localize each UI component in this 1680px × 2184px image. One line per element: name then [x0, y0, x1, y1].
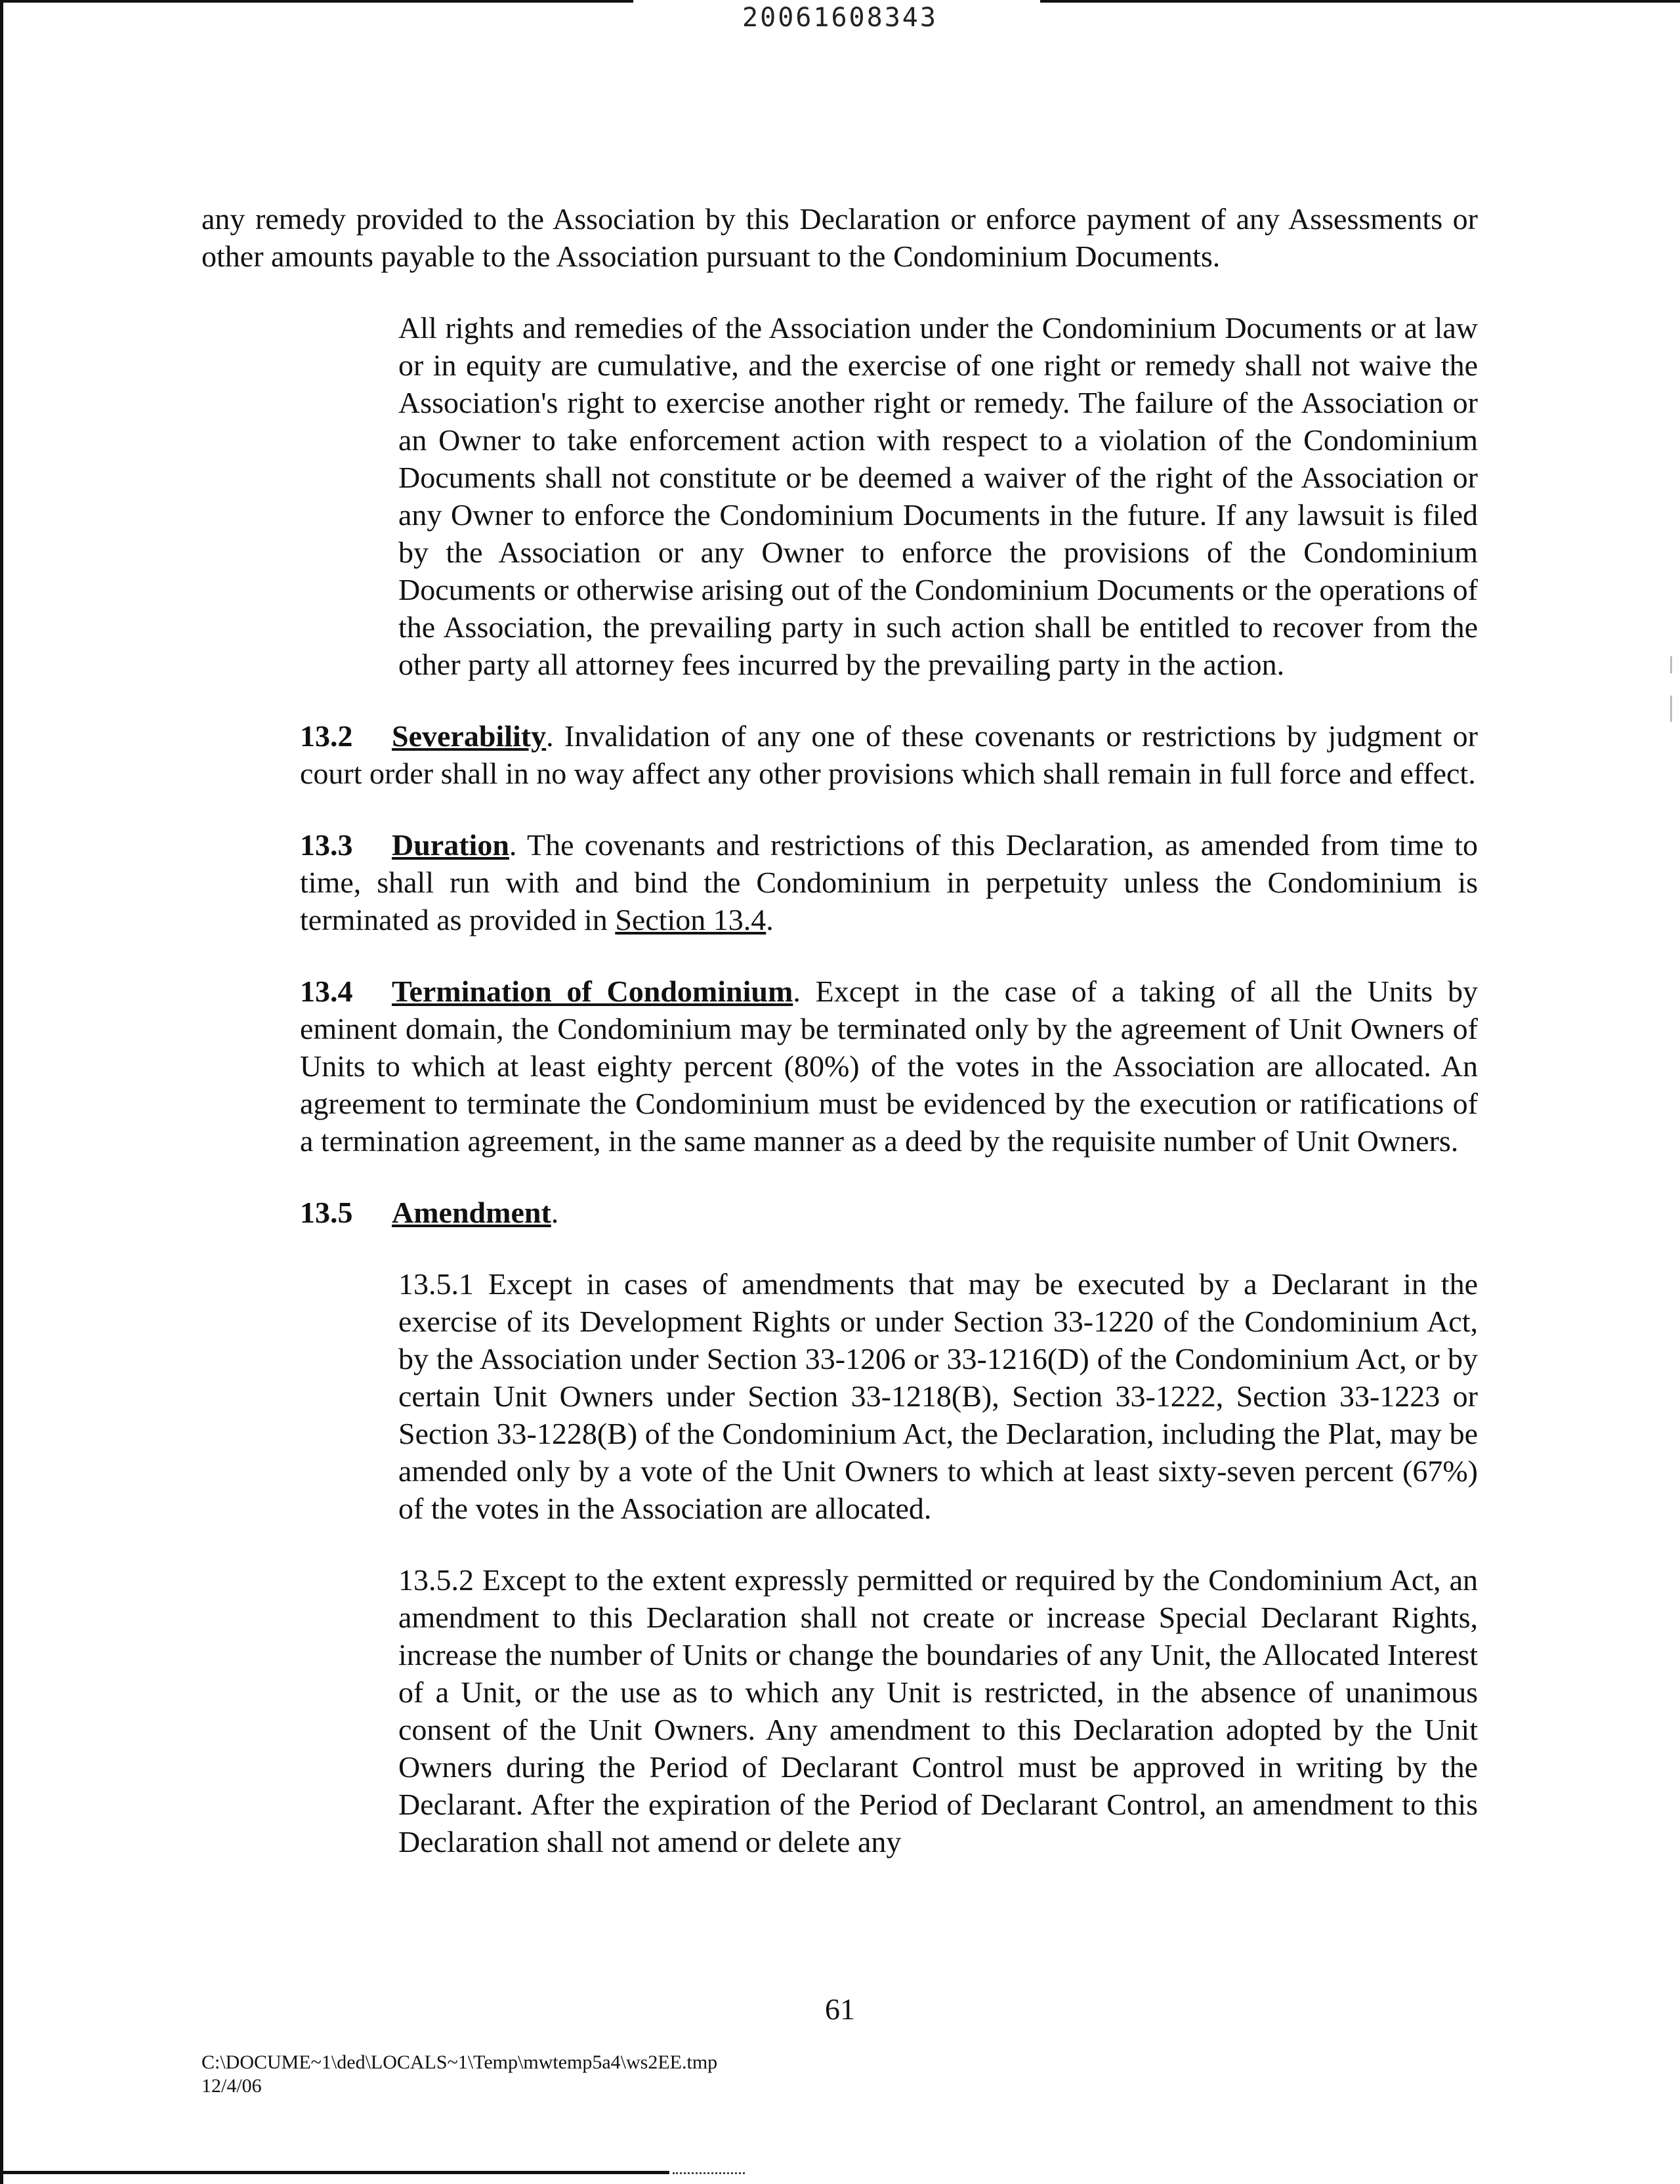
scan-border-bottom — [0, 2171, 669, 2174]
footer-date: 12/4/06 — [201, 2075, 262, 2097]
paragraph-continuation: any remedy provided to the Association by this Declaration or enforce payment of any Assessments or other amounts payable to the Association pursuant to the Condominium Documents. — [201, 202, 1478, 273]
document-number: 20061608343 — [742, 3, 938, 33]
section-number: 13.5 — [300, 1196, 353, 1229]
scan-edge-mark — [1670, 696, 1672, 722]
section-title: Duration — [392, 828, 509, 862]
section-number: 13.3 — [300, 828, 353, 862]
page-number: 61 — [825, 1992, 855, 2026]
section-number: 13.2 — [300, 719, 353, 753]
section-13-5 — [201, 1194, 1478, 1231]
subsection-13-5-1: 13.5.1 Except in cases of amendments that may be executed by a Declarant in the exercise of its Development Rights or under Section 33-1220 of the Condominium Act, by the Association under Section 33-1206 or 33-1216(D) of the Condominium Act, or by certain Unit Owners under Section 33-1218(B), Section 33-1222, Section 33-1223 or Section 33-1228(B) of the Condominium Act, the Declaration, including the Plat, may be amended only by a vote of the Unit Owners to which at least sixty-seven percent (67%) of the votes in the Association are allocated. — [398, 1267, 1478, 1525]
section-text: . Except in the case of a taking of all the Units by eminent domain, the Condominium may be terminated only by the agreement of Unit Owners of Units to which at least eighty percent (80%) of the votes in the Association are allocated. An agreement to terminate the Condominium must be evidenced by the execution or ratifications of a termination agreement, in the same manner as a deed by the requisite number of Unit Owners. — [300, 975, 1478, 1158]
section-cross-reference: Section 13.4 — [615, 903, 766, 936]
section-text: . The covenants and restrictions of this Declaration, as amended from time to time, shall run with and bind the Condominium in perpetuity unless the Condominium is terminated as provided in — [300, 828, 1478, 936]
section-13-2 — [201, 717, 1478, 792]
section-text-tail: . — [766, 903, 774, 936]
subsection-13-5-2: 13.5.2 Except to the extent expressly permitted or required by the Condominium Act, an amendment to this Declaration shall not create or increase Special Declarant Rights, increase the number of Units or change the boundaries of any Unit, the Allocated Interest of a Unit, or the use as to which any Unit is restricted, in the absence of unanimous consent of the Unit Owners. Any amendment to this Declaration adopted by the Unit Owners during the Period of Declarant Control must be approved in writing by the Declarant. After the expiration of the Period of Declarant Control, an amendment to this Declaration shall not amend or delete any — [398, 1563, 1478, 1858]
section-13-3 — [201, 826, 1478, 938]
section-number: 13.4 — [300, 975, 353, 1008]
section-text: . Invalidation of any one of these covenants or restrictions by judgment or court order shall in no way affect any other provisions which shall remain in full force and effect. — [300, 719, 1478, 790]
document-body — [201, 200, 1478, 1860]
section-text-tail: . — [551, 1196, 559, 1229]
section-13-4 — [201, 973, 1478, 1160]
scan-border-bottom-dots — [673, 2172, 745, 2174]
scan-border-left — [0, 0, 3, 2184]
section-title: Termination of Condominium — [392, 975, 793, 1008]
paragraph-cumulative-remedies: All rights and remedies of the Association under the Condominium Documents or at law or in equity are cumulative, and the exercise of one right or remedy shall not waive the Association's right to exercise another right or remedy. The failure of the Association or an Owner to take enforcement action with respect to a violation of the Condominium Documents shall not constitute or be deemed a waiver of the right of the Association or any Owner to enforce the Condominium Documents in the future. If any lawsuit is filed by the Association or any Owner to enforce the provisions of the Condominium Documents or otherwise arising out of the Condominium Documents or the operations of the Association, the prevailing party in such action shall be entitled to recover from the other party all attorney fees incurred by the prevailing party in the action. — [398, 311, 1478, 681]
section-title: Severability — [392, 719, 547, 753]
footer-file-path: C:\DOCUME~1\ded\LOCALS~1\Temp\mwtemp5a4\ws2EE.tmp — [201, 2051, 718, 2073]
scan-edge-mark — [1670, 656, 1672, 673]
footer — [201, 2051, 717, 2098]
section-title: Amendment — [392, 1196, 551, 1229]
